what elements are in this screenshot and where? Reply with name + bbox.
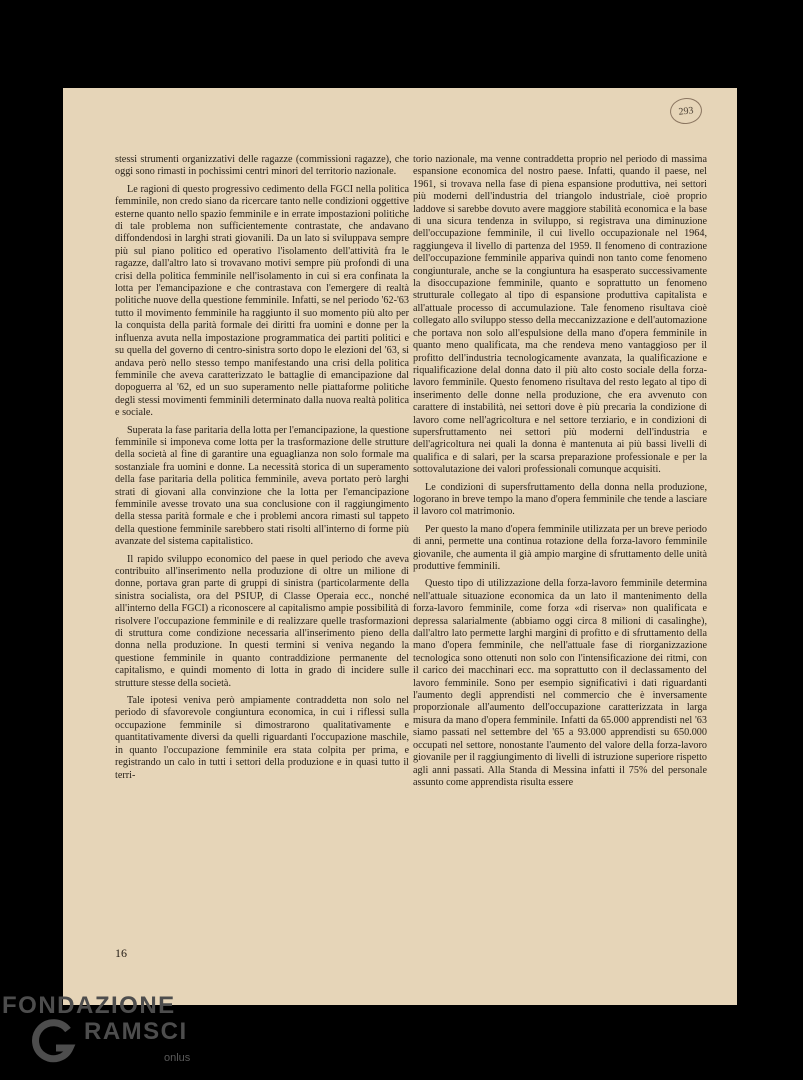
paragraph: torio nazionale, ma venne contraddetta proprio nel periodo di massima espansione economica del nostro paese. Infatti, quando il paese, nel 1961, si trovava nella fase di piena espansione produttiva, nei settori più moderni dell'industria del triangolo industriale, cioè proprio laddove si sarebbe dovuto avere maggiore stabilità economica e la base di una sicura tendenza in sviluppo, si registrava una diminuzione dell'occupazione femminile, il cui livello occupazionale nel 1964, raggiungeva il livello di partenza del 1959. Il fenomeno di contrazione dell'occupazione femminile appariva quindi non tanto come fenomeno congiunturale, anche se la congiuntura ha esasperato successivamente la disoccupazione femminile, quanto e soprattutto un fenomeno strutturale collegato al tipo di espansione produttiva capitalista e all'attuale processo di accumulazione. Tale fenomeno risultava cioè collegato allo sviluppo stesso della meccanizzazione e dell'automazione che portava non solo all'espulsione della mano d'opera femminile in quanto meno qualificata, ma che rendeva meno vantaggioso per il profitto dell'industria tecnologicamente avanzata, la qualificazione e riqualificazione delal donna dato il più alto costo sociale della forza-lavoro femminile. Questo fenomeno risultava del resto legato al tipo di inserimento delle donne nella produzione, che era avvenuto con carattere di instabilità, nei settori dove è più precaria la condizione di lavoro come nell'agricoltura e nel settore terziario, e in condizioni di supersfruttamento nei settori più moderni dell'industria e dell'agricoltura nei quali la donna è mantenuta ai più bassi livelli di qualifica e di salari, per la scarsa preparazione professionale e per la sottovalutazione dei valori professionali comunque acquisiti. <box>413 154 707 476</box>
logo-line2: RAMSCI <box>84 1018 188 1045</box>
right-column <box>413 154 707 794</box>
paragraph: Le ragioni di questo progressivo cedimento della FGCI nella politica femminile, non credo siano da ricercare tanto nelle condizioni oggettive esterne quanto nello spazio femminile e in errate impostazioni politiche di tale problema non sufficientemente contrastate, che andavano diffondendosi in larghi strati giovanili. Da un lato si sviluppava sempre più sul piano politico ed operativo l'isolamento dell'attività fra le ragazze, dall'altro lato si trovavano motivi sempre più profondi di una crisi della politica femminile nell'isolamento in cui si era confinata la lotta per l'emancipazione e che contrastava con l'emergere di realtà politiche nuove della questione femminile. Infatti, se nel periodo '62-'63 tutto il movimento femminile ha raggiunto il suo momento più alto per la conquista della parità formale dei diritti fra uomini e donne per la influenza avuta nella impostazione programmatica dei partiti politici e su quella del governo di centro-sinistra sorto dopo le elezioni del '63, si andava però nello stesso tempo manifestando una crisi della politica femminile che aveva caratterizzato le battaglie di emancipazione dal dopoguerra al '62, ed un suo superamento nelle piattaforme politiche degli stessi movimenti femminili determinato dalla nuova realtà politica e sociale. <box>115 183 409 419</box>
paragraph: Tale ipotesi veniva però ampiamente contraddetta non solo nel periodo di sfavorevole congiuntura economica, in cui i riflessi sulla occupazione femminile si dimostrarono qualitativamente e quantitativamente diversi da quelli riguardanti l'occupazione maschile, in quanto l'occupazione femminile era stata colpita per prima, e registrando un calo in tutti i settori della produzione e in quasi tutto il terri- <box>115 695 409 781</box>
logo-g-mark-icon <box>30 1018 76 1064</box>
paragraph: stessi strumenti organizzativi delle ragazze (commissioni ragazze), che oggi sono rimasti in pochissimi centri minori del territorio nazionale. <box>115 154 409 178</box>
scanned-page <box>63 88 737 1005</box>
archive-stamp: 293 <box>669 96 704 125</box>
paragraph: Le condizioni di supersfruttamento della donna nella produzione, logorano in breve tempo la mano d'opera femminile che tende a lasciare il lavoro col matrimonio. <box>413 481 707 518</box>
page-number: 16 <box>115 946 127 960</box>
paragraph: Il rapido sviluppo economico del paese in quel periodo che aveva contribuito all'inserimento nella produzione di oltre un milione di donne, portava gran parte di gruppi di sinistra (particolarmente della sinistra socialista, ora del PSIUP, di Classe Operaia ecc., nonché all'interno della FGCI) a riconoscere al capitalismo ampie possibilità di risolvere l'occupazione femminile e di realizzare quelle trasformazioni di struttura come condizione necessaria all'inserimento pieno della donna nella produzione. In questi termini si veniva negando la questione femminile in quanto contraddizione permanente del capitalismo, e quindi momento di lotta in grado di incidere sulle strutture stesse della società. <box>115 553 409 689</box>
paragraph: Superata la fase paritaria della lotta per l'emancipazione, la questione femminile si imponeva come lotta per la trasformazione delle strutture della società al fine di garantire una eguaglianza non solo formale ma sostanziale fra uomini e donne. La necessità storica di un superamento della fase paritaria della politica femminile, aveva portato però larghi strati di giovani alla convinzione che la lotta per l'emancipazione femminile avesse trovato una sua conclusione con il raggiungimento della stessa parità formale e che i problemi ancora rimasti sul tappeto della questione femminile sarebbero stati risolti all'interno di forme più avanzate del sistema capitalistico. <box>115 424 409 548</box>
logo-suffix: onlus <box>164 1052 191 1064</box>
paragraph: Per questo la mano d'opera femminile utilizzata per un breve periodo di anni, permette una continua rotazione della forza-lavoro femminile giovanile, che aumenta il già ampio margine di sfruttamento delle unità produttive femminili. <box>413 523 707 572</box>
left-column <box>115 154 409 787</box>
paragraph: Questo tipo di utilizzazione della forza-lavoro femminile determina nell'attuale situazione economica da un lato il mantenimento della forza-lavoro femminile, come forza «di riserva» non qualificata e depressa salarialmente (abbiamo oggi circa 8 milioni di casalinghe), dall'altro lato permette larghi margini di profitto e di sfruttamento della mano d'opera femminile, che nell'attuale fase di riorganizzazione tecnologica sono ottenuti non solo con l'intensificazione dei ritmi, con il carico dei macchinari ecc. ma soprattutto con il declassamento del lavoro femminile. Sono per esempio significativi i dati riguardanti l'aumento degli apprendisti nel commercio che è inversamente proporzionale all'aumento dell'occupazione caratterizzata in larga misura da mano d'opera femminile. Infatti da 65.000 apprendisti nel '63 siamo passati nel settembre del '65 a 93.000 apprendisti su 650.000 occupati nel settore, nonostante l'aumento del valore della forza-lavoro giovanile per il raggiungimento di livelli di istruzione superiore rispetto agli anni passati. Alla Standa di Messina infatti il 75% del personale assunto come apprendista risulta essere <box>413 578 707 788</box>
logo-line1: FONDAZIONE <box>2 992 176 1019</box>
fondazione-gramsci-logo <box>0 992 220 1072</box>
